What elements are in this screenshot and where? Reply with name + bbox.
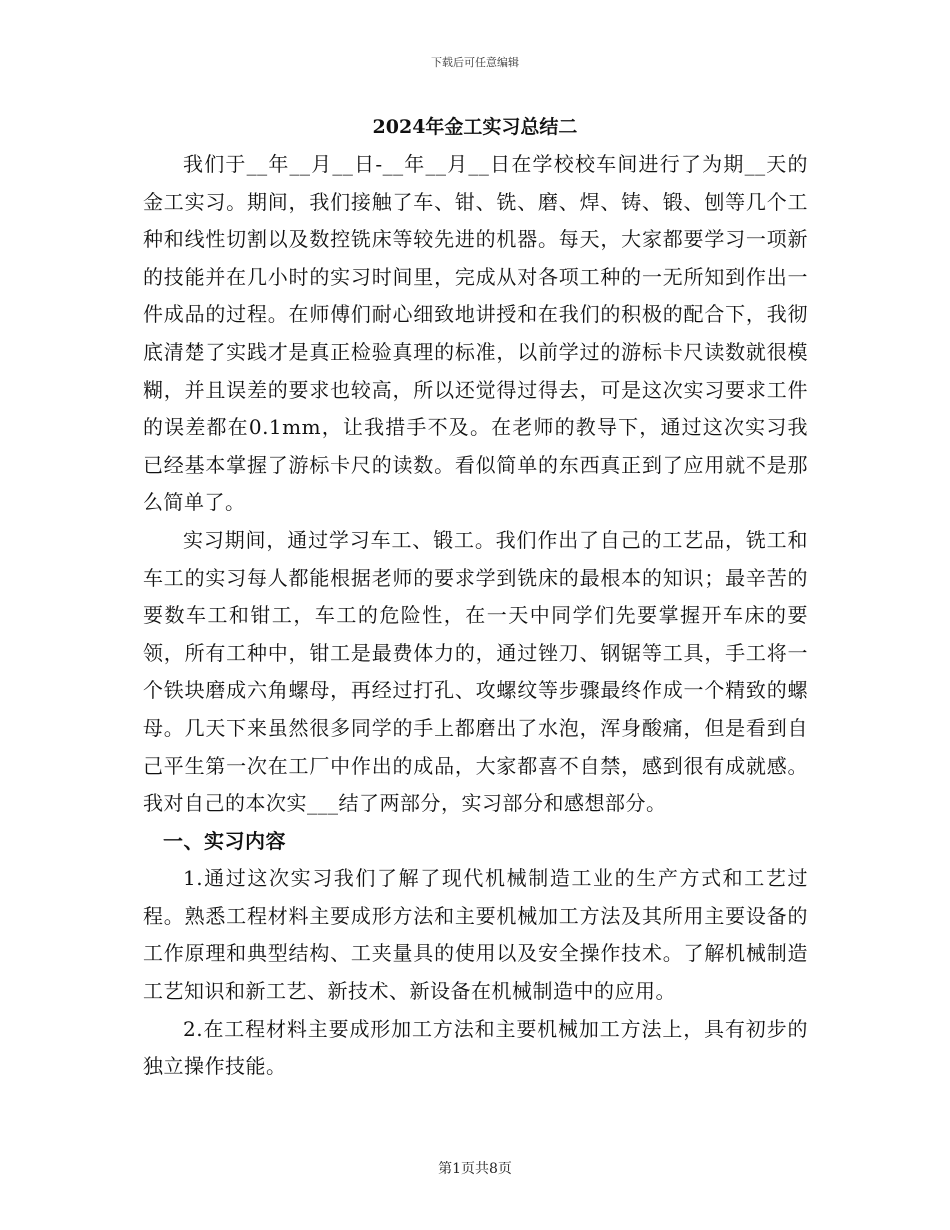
list-item-1: 1.通过这次实习我们了解了现代机械制造工业的生产方式和工艺过程。熟悉工程材料主要成形方法和主要机械加工方法及其所用主要设备的工作原理和典型结构、工夹量具的使用以及安全操作技术。了解机械制造工艺知识和新工艺、新技术、新设备在机械制造中的应用。 bbox=[143, 866, 808, 1004]
list-item-2: 2.在工程材料主要成形加工方法和主要机械加工方法上，具有初步的独立操作技能。 bbox=[143, 1016, 808, 1079]
paragraph-internship-period: 实习期间，通过学习车工、锻工。我们作出了自己的工艺品，铣工和车工的实习每人都能根据老师的要求学到铣床的最根本的知识；最辛苦的要数车工和钳工，车工的危险性，在一天中同学们先要掌握开车床的要领，所有工种中，钳工是最费体力的，通过锉刀、钢锯等工具，手工将一个铁块磨成六角螺母，再经过打孔、攻螺纹等步骤最终作成一个精致的螺母。几天下来虽然很多同学的手上都磨出了水泡，浑身酸痛，但是看到自己平生第一次在工厂中作出的成品，大家都喜不自禁，感到很有成就感。我对自己的本次实___结了两部分，实习部分和感想部分。 bbox=[143, 527, 808, 816]
document-body bbox=[143, 146, 808, 1086]
section-heading-internship-content: 一、实习内容 bbox=[163, 828, 286, 853]
paragraph-intro: 我们于__年__月__日-__年__月__日在学校校车间进行了为期__天的金工实习。期间，我们接触了车、钳、铣、磨、焊、铸、锻、刨等几个工种和线性切割以及数控铣床等较先进的机器。每天，大家都要学习一项新的技能并在几小时的实习时间里，完成从对各项工种的一无所知到作出一件成品的过程。在师傅们耐心细致地讲授和在我们的积极的配合下，我彻底清楚了实践才是真正检验真理的标准，以前学过的游标卡尺读数就很模糊，并且误差的要求也较高，所以还觉得过得去，可是这次实习要求工件的误差都在0.1mm，让我措手不及。在老师的教导下，通过这次实习我已经基本掌握了游标卡尺的读数。看似简单的东西真正到了应用就不是那么简单了。 bbox=[143, 152, 808, 515]
document-title: 2024年金工实习总结二 bbox=[372, 116, 578, 138]
header-note: 下载后可任意编辑 bbox=[431, 56, 519, 69]
page-number-footer: 第1页共8页 bbox=[438, 1161, 512, 1177]
